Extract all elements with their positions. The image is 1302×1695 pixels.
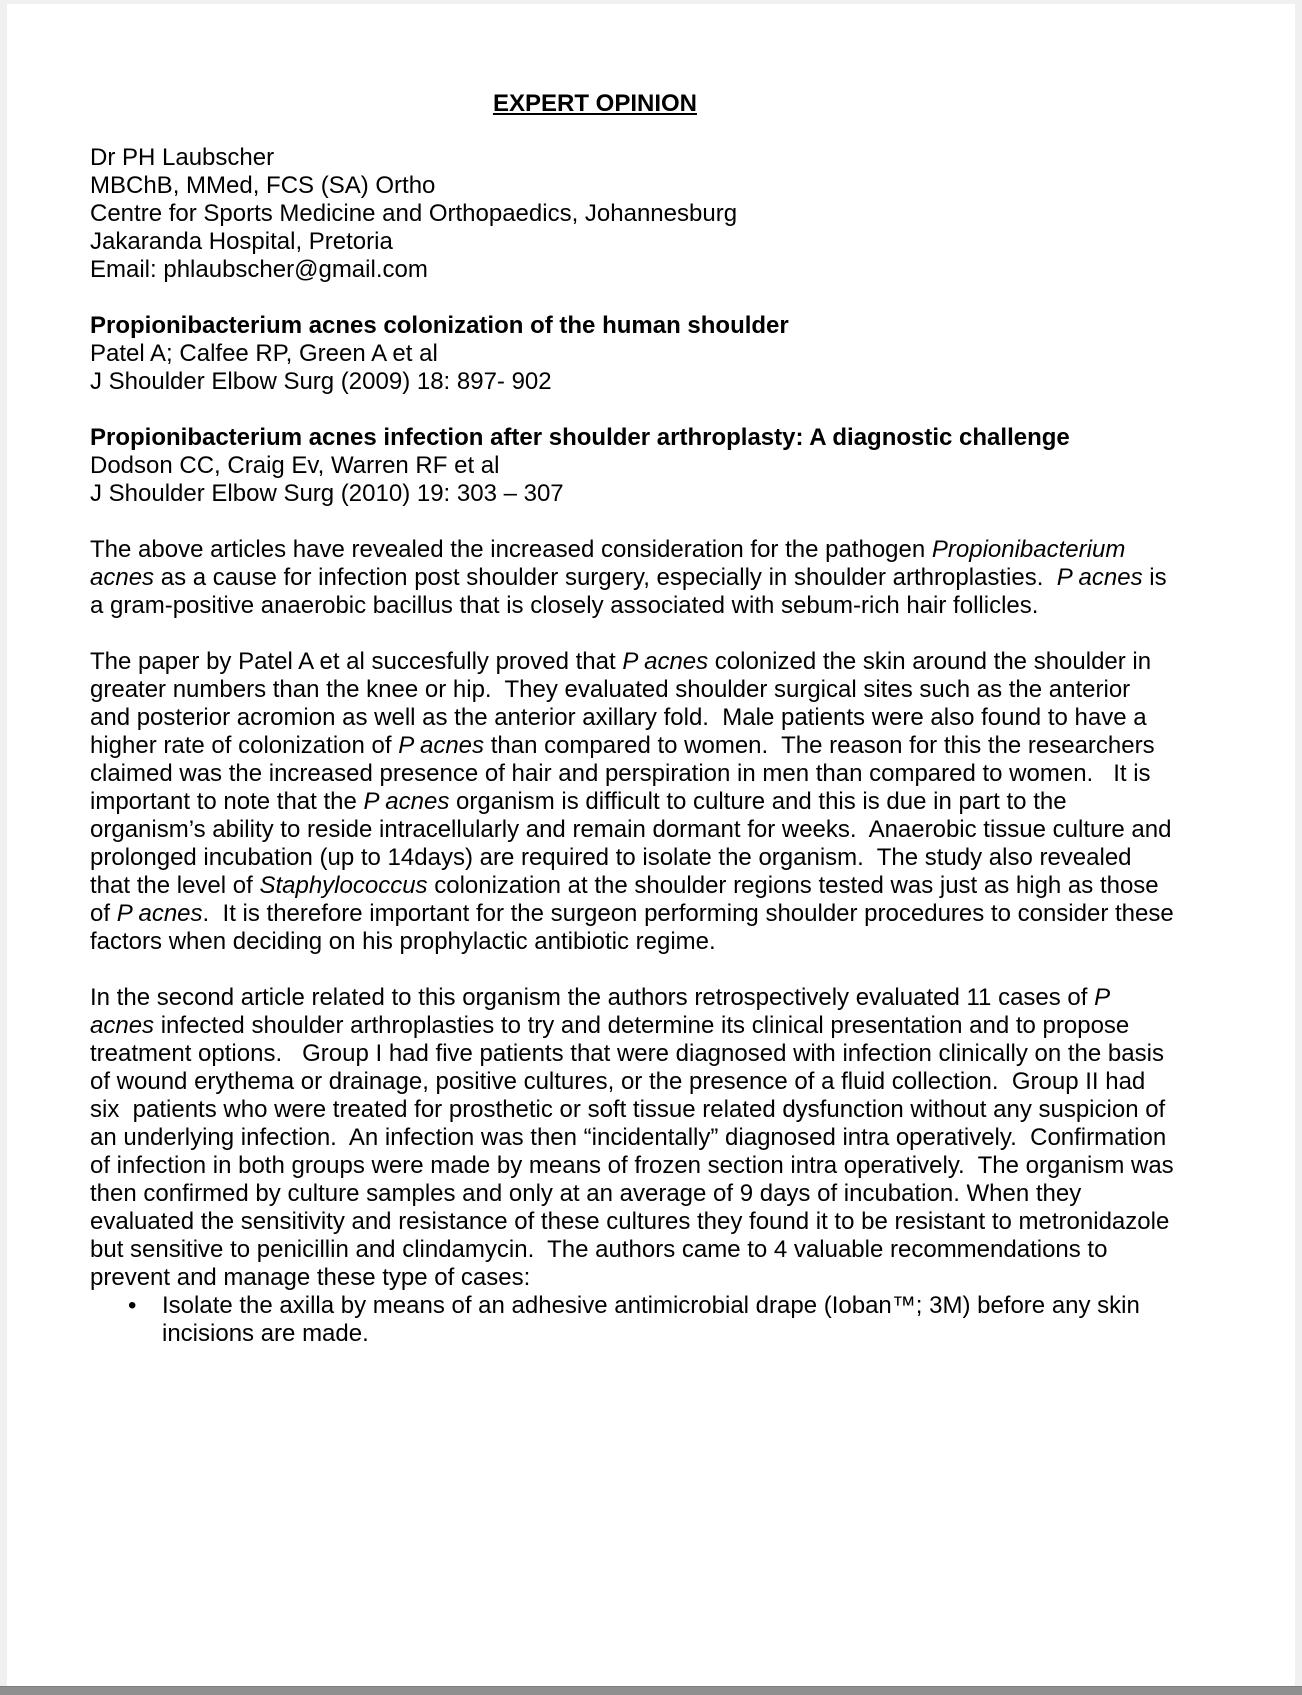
reference-block-2 <box>90 424 1175 508</box>
bullet-icon: • <box>128 1292 137 1319</box>
text-segment: infected shoulder arthroplasties to try and determine its clinical presentation and to propose treatment options. Group I had five patients that were diagnosed with infection clinically on the basis of wound erythema or drainage, positive cultures, or the presence of a fluid collection. Group II had six patients who were treated for prosthetic or soft tissue related dysfunction without any suspicion of an underlying infection. An infection was then “incidentally” diagnosed intra operatively. Confirmation of infection in both groups were made by means of frozen section intra operatively. The organism was then confirmed by culture samples and only at an average of 9 days of incubation. When they evaluated the sensitivity and resistance of these cultures they found it to be resistant to metronidazole but sensitive to penicillin and clindamycin. The authors came to 4 valuable recommendations to prevent and manage these type of cases: <box>90 1012 1183 1291</box>
text-segment: P acnes <box>622 648 709 675</box>
reference-block-1 <box>90 312 1175 396</box>
text-segment: The paper by Patel A et al succesfully proved that <box>90 648 623 675</box>
author-email: Email: phlaubscher@gmail.com <box>90 256 428 283</box>
author-block <box>90 144 1175 284</box>
reference-title: Propionibacterium acnes infection after shoulder arthroplasty: A diagnostic challenge <box>90 424 1070 451</box>
author-affiliation: Centre for Sports Medicine and Orthopaedics, Johannesburg <box>90 200 738 227</box>
text-segment: P acnes <box>1056 564 1143 591</box>
reference-citation: J Shoulder Elbow Surg (2009) 18: 897- 902 <box>90 368 552 395</box>
reference-authors: Dodson CC, Craig Ev, Warren RF et al <box>90 452 500 479</box>
text-segment: Propionibacterium acnes <box>90 536 1132 591</box>
text-segment: . It is therefore important for the surgeon performing shoulder procedures to consider these factors when deciding on his prophylactic antibiotic regime. <box>90 900 1181 955</box>
reference-title: Propionibacterium acnes colonization of the human shoulder <box>90 312 789 339</box>
text-segment: colonized the skin around the shoulder in greater numbers than the knee or hip. They evaluated shoulder surgical sites such as the anterior and posterior acromion as well as the anterior axillary fold. Male patients were also found to have a higher rate of colonization of <box>90 648 1158 759</box>
reference-authors: Patel A; Calfee RP, Green A et al <box>90 340 438 367</box>
text-segment: The above articles have revealed the increased consideration for the pathogen <box>90 536 932 563</box>
text-segment: P acnes <box>90 984 1116 1039</box>
text-segment: Staphylococcus <box>259 872 428 899</box>
text-segment: colonization at the shoulder regions tested was just as high as those of <box>90 872 1166 927</box>
document-content <box>90 90 1183 1348</box>
author-hospital: Jakaranda Hospital, Pretoria <box>90 228 393 255</box>
author-name: Dr PH Laubscher <box>90 144 275 171</box>
bullet-text <box>162 1292 1175 1348</box>
recommendation-list <box>90 1292 1175 1348</box>
body-paragraph-dodson-study <box>90 984 1183 1292</box>
reference-citation: J Shoulder Elbow Surg (2010) 19: 303 – 307 <box>90 480 564 507</box>
text-segment: organism is difficult to culture and this is due in part to the organism’s ability to reside intracellularly and remain dormant for weeks. Anaerobic tissue culture and prolonged incubation (up to 14days) are required to isolate the organism. The study also revealed that the level of <box>90 788 1179 899</box>
text-segment: P acnes <box>363 788 450 815</box>
bullet-item <box>90 1292 1175 1348</box>
text-segment: In the second article related to this organism the authors retrospectively evaluated 11 cases of <box>90 984 1095 1011</box>
text-segment: as a cause for infection post shoulder surgery, especially in shoulder arthroplasties. <box>154 564 1057 591</box>
text-segment: is a gram-positive anaerobic bacillus that is closely associated with sebum-rich hair follicles. <box>90 564 1174 619</box>
text-segment: P acnes <box>116 900 203 927</box>
document-page <box>7 4 1295 1686</box>
author-qualifications: MBChB, MMed, FCS (SA) Ortho <box>90 172 436 199</box>
text-segment: than compared to women. The reason for this the researchers claimed was the increased presence of hair and perspiration in men than compared to women. It is important to note that the <box>90 732 1162 815</box>
text-segment: P acnes <box>398 732 485 759</box>
text-segment: Isolate the axilla by means of an adhesive antimicrobial drape (Ioban™; 3M) before any skin incisions are made. <box>162 1292 1147 1347</box>
body-paragraph-patel-study <box>90 648 1181 956</box>
body-paragraph-intro <box>90 536 1175 620</box>
document-heading: EXPERT OPINION <box>492 90 698 117</box>
